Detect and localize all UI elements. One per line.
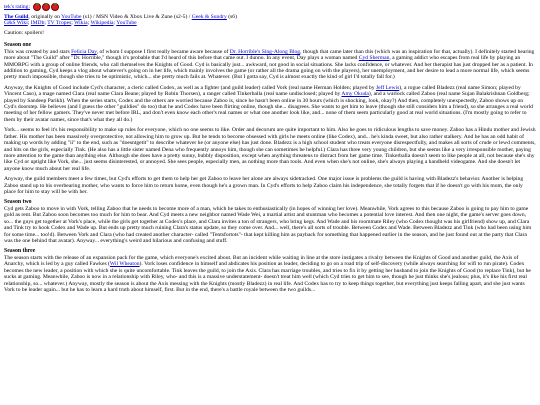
wil-wheaton-link[interactable]: Wil Wheaton <box>109 261 140 268</box>
wikia-link[interactable]: Wikia <box>74 20 88 27</box>
season-two-heading: Season two <box>4 199 32 206</box>
caution-text: Caution: spoilers! <box>4 29 44 36</box>
rating-row <box>4 3 536 11</box>
show-info: The Guild, originally on YouTube (s1) / MSN Video & Xbox Live & Zune (s2-5) / Geek & Sundry (s6) G&S Wiki; IMDb; TV Tropes; Wikia; Wikipedia; YouTube <box>4 14 237 27</box>
geek-sundry-link[interactable]: Geek & Sundry <box>191 14 227 20</box>
jeff-lewis-link[interactable]: Jeff Lewis <box>375 84 400 91</box>
tomato-rating-icon <box>51 3 59 11</box>
season-one-paragraph: This was created by and stars Felicia Day, of whom I suppose I first really became aware because of Dr. Horrible's Sing-Along Blog, though that came later than this (which was an inspiration for that, actually). I definitely started hearing more about "The Guild" after "Dr. Horrible," though it's probable that I'd heard of this before that came out. I dunno. In any event, Day plays a woman named Cyd Sherman, a gaming addict who escapes from real life by playing an MMORPG with a group of online friends, who call themselves the Knights of Good. Cyd is basically just... awkward, not good in social situations. She lacks confidence, or whatever. And her therapist has just dropped her as a patient. In addition to gaming, Cyd keeps a vlog about whatever's going on in her life, which mainly involves the game (or rather all the drama going on with the players), her unemployment, and her desire to lead a more normal life, which seems pretty much impossible, though she tries to be optimistic, which... she pretty much fails at. Whatever. (But I gotta say, Cyd is almost exactly the kind of girl I'd totally fall for.) <box>4 48 535 81</box>
season-one-heading: Season one <box>4 42 32 49</box>
tv-tropes-link[interactable]: TV Tropes <box>47 20 72 27</box>
youtube-channel-link[interactable]: YouTube <box>116 20 137 27</box>
season-three-heading: Season three <box>4 248 36 255</box>
felicia-day-link[interactable]: Felicia Day <box>71 48 97 55</box>
season-two-paragraph: Cyd gets Zaboo to move in with Vork, telling Zaboo that he needs to become more of a man, which he takes to enthusiastically (in hopes of winning her love). Meanwhile, Vork agrees to this because Zaboo is going to pay him to game gold as rent. But Zaboo soon becomes too much for him to bear. And Cyd meets a new neighbor named Wade Wei, a martial artist and stuntman who becomes a potential love interest. And then one night, the game's server goes down, so... the guys get together at Vork's place, while the girls get together at Codex's place, and Clara invites a ton of strangers, who bring kegs. And Wade and his roommate Riley (who Codex thought was his girlfriend) show up, and Clara and Tink try to hook Codex and Wade up. But ends up pretty much ruining Clara's status update, so they come over. And... well, there's all sorts of trouble. Between Codex and Wade. Between Bladezz and Tink (who had been using him for some time... too!d). Between Vork and Clara (who had created another character- called "Tentsfortots"- that kept killing him as payback for something that happened earlier in the season, and he just found out at the party that Clara was the one behind that avatar). Anyway... everything's weird and hilarious and confusing and stuff. <box>4 205 532 244</box>
cyd-sherman-link[interactable]: Cyd Sherman <box>358 55 390 62</box>
gs-wiki-link[interactable]: G&S Wiki <box>4 20 28 27</box>
amy-okuda-link[interactable]: Amy Okuda <box>341 91 369 98</box>
show-title-link[interactable]: The Guild <box>4 14 29 20</box>
tomato-rating-icon <box>42 3 50 11</box>
season-one-paragraph: Anyway, the guild members meet a few times, but Cyd's efforts to get them to help her get Zaboo to leave her alone are always sidetracked. One major issue is problems the guild is having with Bladezz's behavior. Another is helping Zaboo stand up to his overbearing mother, who wants to force him to return home, even though he's a grown man. In Cyd's efforts to help Zaboo claim his independence, she totally forgets that if he doesn't go with his mom, the only place for him to stay will be with her. <box>4 176 524 195</box>
imdb-link[interactable]: IMDb <box>30 20 45 27</box>
wikipedia-link[interactable]: Wikipedia <box>90 20 114 27</box>
dr-horrible-link[interactable]: Dr. Horrible's Sing-Along Blog <box>229 48 301 55</box>
season-three-paragraph: The season starts with the release of an expansion pack for the game, which everyone's excited about. But an incident while waiting in line at the store instigates a rivalry between the Knights of Good and another guild, the Axis of Anarchy, which is led by a guy called Fawkes (Wil Wheaton). Vork loses confidence in himself and abdicates his position as leader, deciding to go on a road trip of self-discovery (while always searching for wifi to run pirate). Codex becomes the new leader, a position with which she is quite uncomfortable. Tink leaves the guild, to join the Axis. Clara has marriage troubles, and tries to fix it by getting her husband to join the Knights of Good (to replace Tink), but he sucks at gaming. Meanwhile, Zaboo is now in a relationship with Riley, who- and this is a massive understatement- doesn't treat him well (which Cyd tries to get him to see, though he just thinks she's jealous; plus, it's like his first real relationship, so... whatever.) Anyway, mostly the season is about the Axis messing with the Knights (mostly Bladezz) in real life. And Codex has to try to keep things together, but everything just keeps falling apart, and she just wants Vork to be leader again... but he has to learn a hard truth about himself, first. But in the end, there's a battle royale between the two guilds... <box>4 254 531 293</box>
tomato-rating-icon <box>33 3 41 11</box>
season-one-paragraph: York... seems to feel it's his responsibility to make up rules for everyone, which no one seems to like. Order and decorum are quite important to him. Also he goes to ridiculous lengths to save money. Zaboo has a Hindu mother and Jewish father. His mother has been massively overprotective, not allowing him to grow up. But he tends to become obsessed with girls he meets online (like Codex), and... he's kinda sweet, but also rather stalkery. And he has an odd habit of making up words by adding "ii" to the end, such as "doesntgetit" to describe whatever he (or anyone else) has just done. Bladezz is a high school student who treats everyone disrespectfully, and makes all sorts of crude or lewd comments, and hits on the girls, especially Tink. (He also has a little sister named Dena who frequently annoys him, though she can sometimes be helpful.) Clara has three very young children, but she seems like a very irresponsible mother, paying more attention to the game than anything else. Although she does have a pretty sunny, bubbly disposition, except when anything threatens to distract from her game time. Tinkerballa doesn't seem to like people at all, not because she's shy like Cyd or uptight like Vork, she... just seems disinterested, or annoyed. She sees people, especially men, as nothing more than tools. And even when she's not online, she's always playing a handheld videogame. And she doesn't let anyone know much about her real life. <box>4 127 536 172</box>
youtube-link[interactable]: YouTube <box>61 14 82 20</box>
rating-link[interactable]: tek's rating: <box>4 3 31 10</box>
season-one-paragraph: Anyway, the Knights of Good include Cyd's character, a cleric called Codex, as well as a fighter (and guild leader) called Vork (real name Herman Holden; played by Jeff Lewis), a rogue called Bladezz (real name Simon; played by Vincent Caso), a mage named Clara (real name Clara Beane; played by Robin Thorsen), a ranger called Tinkerballa (real name undisclosed; played by Amy Okuda), and a warlock called Zaboo (real name Sujan Balakrishnan Goldberg; played by Sandeep Parikh). When the series starts, Codex and the others are worried because Zaboo is, since he hasn't been online in 30 hours (which is shocking, look, okay?) And then, completely unexpectedly, Zaboo shows up on Cyd's doorstep. He believes (and I guess the other "guildies" do too) that he and Codex have been flirting online, though she... disagrees. She wants to get him to leave (though she still considers him a friend), so she arranges a real world meeting of her fellow gamers. They've never met before IRL, and don't even know each other's real names or what one another look like, and... none of them seem particularly good at real world situations. (I'm mostly going to refer to them by their avatar names, since that's what they all do.) <box>4 84 533 123</box>
